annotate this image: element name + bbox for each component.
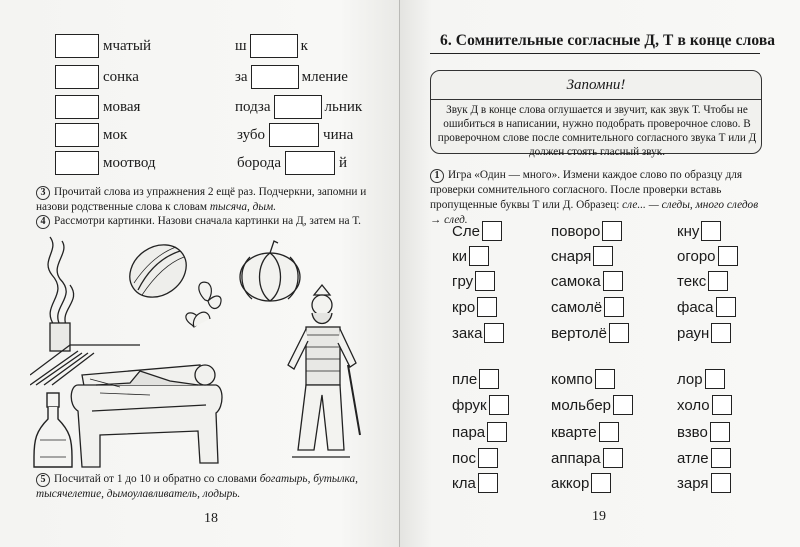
word-stem: фрук: [452, 396, 487, 414]
word-item: [452, 245, 489, 267]
letter-box[interactable]: [711, 323, 731, 343]
word-item: [677, 447, 731, 469]
word-part: мок: [103, 126, 128, 143]
word-part: мчатый: [103, 37, 151, 54]
letter-box[interactable]: [484, 323, 504, 343]
letter-box[interactable]: [613, 395, 633, 415]
word-stem: заря: [677, 474, 709, 492]
word-item: [551, 472, 611, 494]
word-item: [452, 322, 504, 344]
word-part: за: [235, 68, 248, 85]
word-part: чина: [323, 126, 354, 143]
word-item: [551, 296, 624, 318]
letter-box[interactable]: [708, 271, 728, 291]
letter-box[interactable]: [489, 395, 509, 415]
word-item: [452, 270, 495, 292]
task-3: [36, 185, 376, 215]
word-part: мление: [301, 68, 348, 85]
word-stem: текс: [677, 272, 707, 290]
word-row-1b: [235, 33, 308, 59]
word-item: [452, 472, 498, 494]
letter-box[interactable]: [603, 448, 623, 468]
letter-box[interactable]: [603, 271, 623, 291]
letter-box[interactable]: [701, 221, 721, 241]
letter-box[interactable]: [595, 369, 615, 389]
word-row-5: [55, 150, 156, 176]
word-stem: кро: [452, 298, 476, 316]
word-stem: снаря: [551, 247, 592, 265]
word-item: [452, 368, 499, 390]
task-number: 5: [36, 473, 50, 487]
letter-box[interactable]: [477, 297, 497, 317]
butterfly-icon: [186, 282, 221, 327]
word-row-3b: [235, 94, 362, 120]
answer-box[interactable]: [251, 65, 299, 89]
task-example: сле... — следы, много следов → след.: [430, 199, 759, 226]
answer-box[interactable]: [55, 151, 99, 175]
word-stem: Сле: [452, 222, 480, 240]
word-item: [677, 322, 731, 344]
word-stem: кну: [677, 222, 700, 240]
task-4: [36, 214, 376, 229]
word-stem: пле: [452, 370, 478, 388]
answer-box[interactable]: [250, 34, 298, 58]
letter-box[interactable]: [711, 473, 731, 493]
word-item: [551, 394, 633, 416]
answer-box[interactable]: [55, 34, 99, 58]
task-text: Прочитай слова из упражнения 2 ещё раз. Подчеркни, запомни и назови родственные слова к словам: [36, 186, 367, 213]
letter-box[interactable]: [599, 422, 619, 442]
word-item: [551, 368, 615, 390]
letter-box[interactable]: [710, 422, 730, 442]
word-item: [677, 296, 736, 318]
word-stem: аккор: [551, 474, 590, 492]
melon-icon: [120, 235, 197, 308]
letter-box[interactable]: [718, 246, 738, 266]
word-part: к: [300, 37, 308, 54]
word-item: [677, 245, 738, 267]
word-stem: вертолё: [551, 324, 607, 342]
letter-box[interactable]: [478, 448, 498, 468]
pumpkin-icon: [240, 241, 300, 301]
word-part: ш: [235, 37, 247, 54]
word-row-3: [55, 94, 140, 120]
word-stem: компо: [551, 370, 593, 388]
word-item: [551, 245, 613, 267]
chimney-smoke-icon: [30, 237, 140, 385]
bottle-icon: [34, 393, 72, 467]
bogatyr-warrior-icon: [288, 285, 360, 457]
word-item: [551, 270, 623, 292]
letter-box[interactable]: [469, 246, 489, 266]
word-part: льник: [324, 98, 363, 115]
word-row-2b: [235, 64, 348, 90]
word-row-1: [55, 33, 151, 59]
word-stem: зака: [452, 324, 483, 342]
task-text: Посчитай от 1 до 10 и обратно со словами: [54, 473, 260, 485]
title-divider: [430, 53, 760, 54]
letter-box[interactable]: [478, 473, 498, 493]
task-text: Рассмотри картинки. Назови сначала картинки на Д, затем на Т.: [54, 215, 361, 227]
word-item: [452, 421, 507, 443]
word-stem: раун: [677, 324, 710, 342]
word-part: зубо: [237, 126, 266, 143]
word-item: [551, 447, 623, 469]
word-stem: пара: [452, 423, 486, 441]
word-stem: кварте: [551, 423, 597, 441]
word-item: [677, 270, 728, 292]
task-1: [430, 168, 762, 228]
answer-box[interactable]: [55, 95, 99, 119]
answer-box[interactable]: [269, 123, 319, 147]
word-part: мовая: [103, 98, 141, 115]
word-stem: гру: [452, 272, 474, 290]
remember-box: [430, 70, 762, 158]
task-number: 3: [36, 186, 50, 200]
word-item: [551, 421, 619, 443]
letter-box[interactable]: [716, 297, 736, 317]
word-item: [452, 220, 502, 242]
letter-box[interactable]: [475, 271, 495, 291]
word-item: [452, 296, 497, 318]
sofa-lazy-man-icon: [71, 365, 222, 467]
word-item: [452, 394, 509, 416]
word-row-5b: [237, 150, 347, 176]
task-5: [36, 472, 376, 502]
letter-box[interactable]: [591, 473, 611, 493]
word-item: [551, 220, 622, 242]
word-item: [677, 472, 731, 494]
letter-box[interactable]: [705, 369, 725, 389]
word-stem: самолё: [551, 298, 603, 316]
letter-box[interactable]: [604, 297, 624, 317]
letter-box[interactable]: [479, 369, 499, 389]
page-number-right: 19: [592, 509, 606, 524]
task-number: 1: [430, 169, 444, 183]
word-stem: поворо: [551, 222, 601, 240]
remember-title: Запомни!: [566, 77, 626, 93]
word-item: [551, 322, 629, 344]
word-part: борода: [237, 154, 281, 171]
task-number: 4: [36, 215, 50, 229]
answer-box[interactable]: [274, 95, 322, 119]
word-stem: огоро: [677, 247, 716, 265]
letter-box[interactable]: [487, 422, 507, 442]
word-part: сонка: [103, 68, 139, 85]
word-stem: взво: [677, 423, 708, 441]
word-row-4: [55, 122, 127, 148]
letter-box[interactable]: [602, 221, 622, 241]
word-item: [677, 220, 721, 242]
word-row-2: [55, 64, 139, 90]
answer-box[interactable]: [285, 151, 335, 175]
word-stem: ки: [452, 247, 467, 265]
answer-box[interactable]: [55, 123, 99, 147]
word-item: [677, 368, 725, 390]
letter-box[interactable]: [482, 221, 502, 241]
word-item: [677, 394, 732, 416]
letter-box[interactable]: [711, 448, 731, 468]
task-emphasis: богатырь, бутылка, тысячелетие, дымоулавливатель, лодырь.: [36, 473, 358, 500]
remember-text: Звук Д в конце слова оглушается и звучит, как звук Т. Чтобы не ошибиться в написании, нужно подобрать проверочное слово. В проверочном слове после сомнительного согласного звука Т или Д должен стоять гласный звук.: [437, 104, 757, 158]
section-title: 6. Сомнительные согласные Д, Т в конце слова: [440, 32, 776, 49]
word-stem: пос: [452, 449, 476, 467]
word-part: подза: [235, 98, 271, 115]
word-row-4b: [237, 122, 353, 148]
word-stem: атле: [677, 449, 709, 467]
word-item: [452, 447, 498, 469]
word-stem: холо: [677, 396, 710, 414]
letter-box[interactable]: [712, 395, 732, 415]
word-stem: аппара: [551, 449, 601, 467]
letter-box[interactable]: [593, 246, 613, 266]
word-part: й: [339, 154, 348, 171]
task-text: Игра «Один — много». Измени каждое слово по образцу для проверки сомнительного согласного. После проверки вставь пропущенные буквы Т или Д. Образец:: [430, 169, 743, 211]
word-stem: самока: [551, 272, 601, 290]
word-stem: кла: [452, 474, 476, 492]
page-number-left: 18: [204, 511, 218, 526]
answer-box[interactable]: [55, 65, 99, 89]
word-stem: мольбер: [551, 396, 611, 414]
remember-divider: [431, 99, 761, 100]
letter-box[interactable]: [609, 323, 629, 343]
word-part: моотвод: [103, 154, 156, 171]
task-emphasis: тысяча, дым.: [209, 201, 277, 213]
word-item: [677, 421, 730, 443]
word-stem: лор: [677, 370, 703, 388]
word-stem: фаса: [677, 298, 714, 316]
illustrations: [30, 235, 370, 470]
